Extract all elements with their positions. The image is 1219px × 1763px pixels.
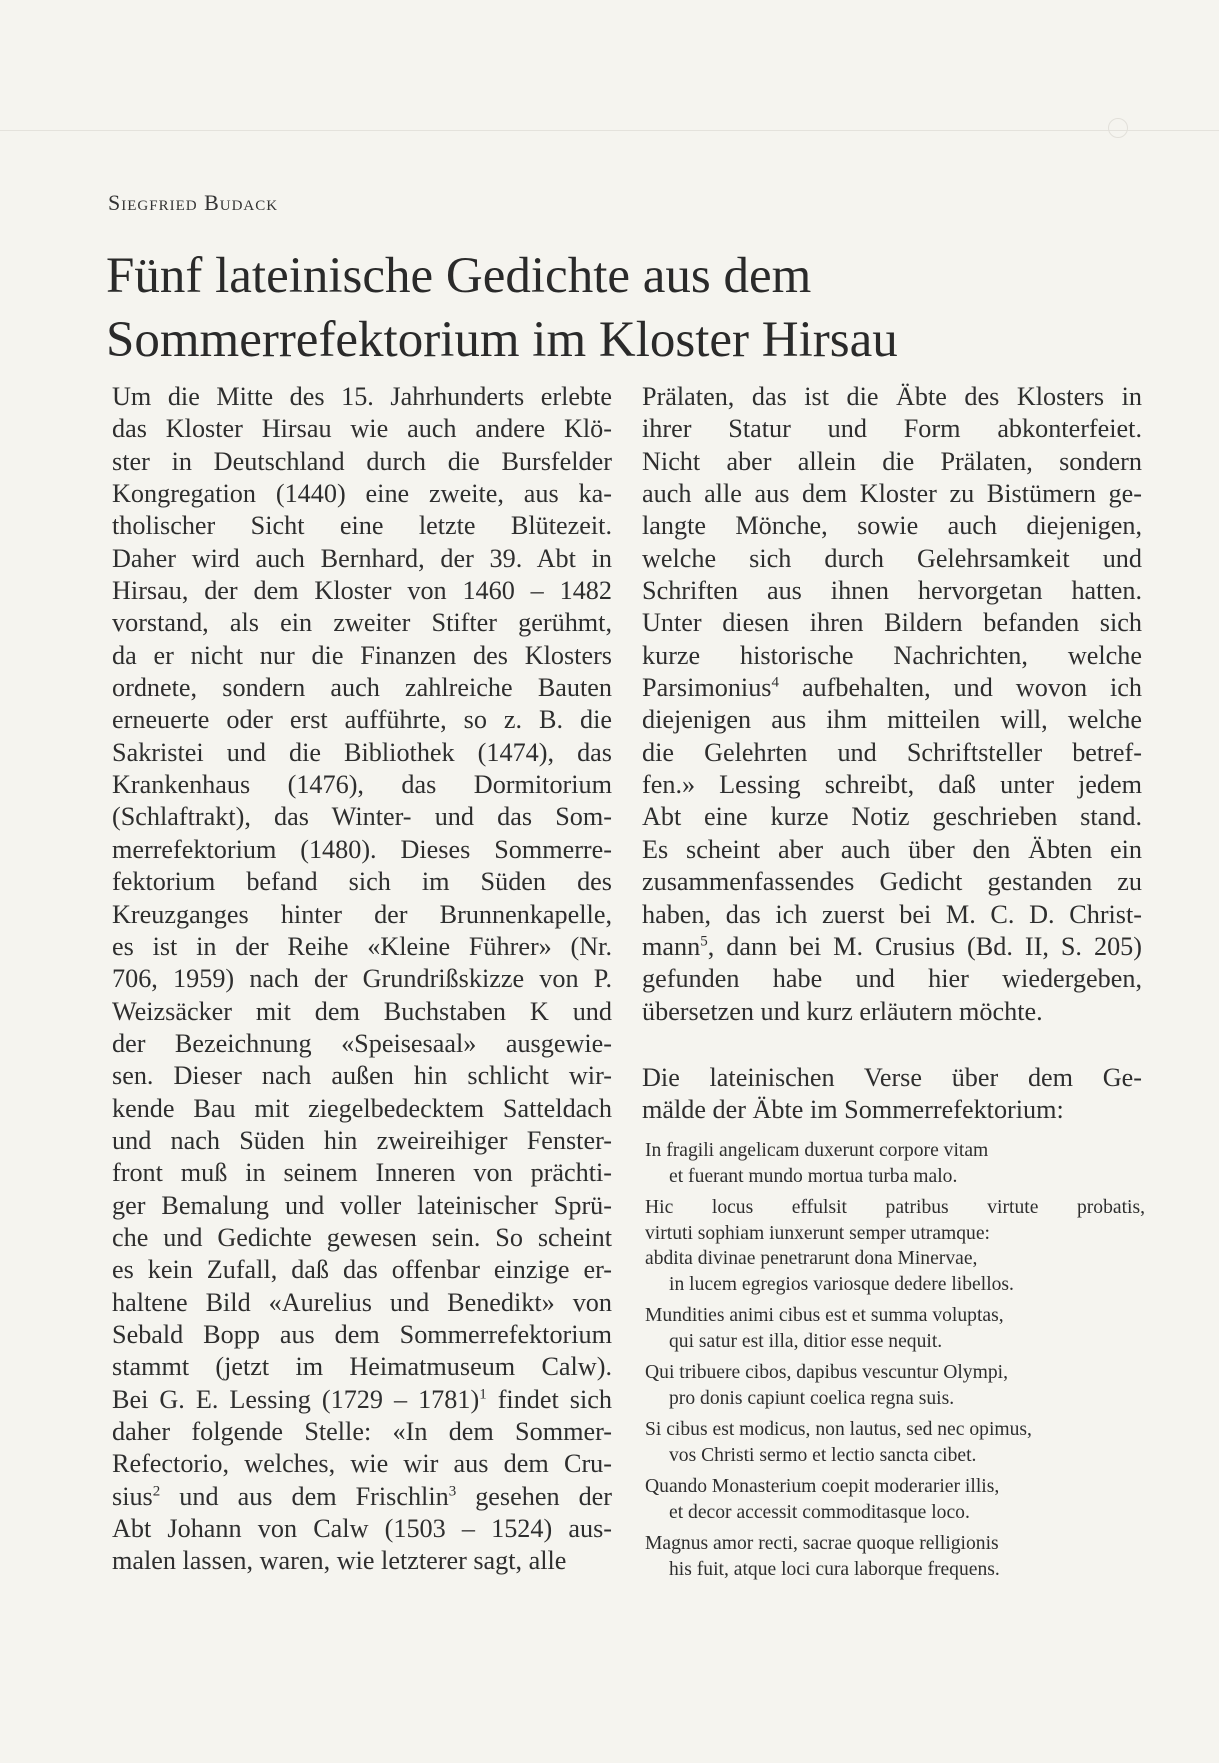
verses-heading-line: mälde der Äbte im Sommerrefektorium: <box>642 1095 1064 1125</box>
poem-line: abdita divinae penetrarunt dona Minervae, <box>645 1248 978 1269</box>
title-line-2: Sommerrefektorium im Kloster Hirsau <box>106 312 898 368</box>
text-line: vorstand, als ein zweiter Stifter gerühmt, <box>112 608 612 638</box>
right-column <box>642 381 1142 1028</box>
poem-stanza <box>645 1195 1145 1297</box>
text-line: Kongregation (1440) eine zweite, aus ka- <box>112 479 612 509</box>
text-line: tholischer Sicht eine letzte Blütezeit. <box>112 511 612 541</box>
text-line: Unter diesen ihren Bildern befanden sich <box>642 608 1142 638</box>
text-line: Um die Mitte des 15. Jahrhunderts erlebte <box>112 382 612 411</box>
text-line: daher folgende Stelle: «In dem Sommer- <box>112 1417 612 1446</box>
verses-heading <box>642 1062 1142 1127</box>
footnote-ref: 5 <box>700 933 708 950</box>
text-line: che und Gedichte gewesen sein. So scheint <box>112 1222 612 1252</box>
poem-line: Magnus amor recti, sacrae quoque relligionis <box>645 1533 999 1554</box>
text-line: diejenigen aus ihm mitteilen will, welche <box>642 705 1142 735</box>
poem-stanza <box>645 1303 1145 1354</box>
text-line: ster in Deutschland durch die Bursfelder <box>112 446 612 476</box>
text-line: Daher wird auch Bernhard, der 39. Abt in <box>112 543 612 573</box>
text-line: Schriften aus ihnen hervorgetan hatten. <box>642 576 1142 606</box>
text-line: Hirsau, der dem Kloster von 1460 – 1482 <box>112 576 612 606</box>
text-line: zusammenfassendes Gedicht gestanden zu <box>642 867 1142 897</box>
text-line: haltene Bild «Aurelius und Benedikt» von <box>112 1287 612 1317</box>
poem-line: qui satur est illa, ditior esse nequit. <box>669 1330 943 1352</box>
text-line: der Bezeichnung «Speisesaal» ausgewie- <box>112 1028 612 1058</box>
bleed-through-rule <box>0 130 1219 131</box>
text-line: Nicht aber allein die Prälaten, sondern <box>642 446 1142 476</box>
poem-line: vos Christi sermo et lectio sancta cibet. <box>669 1444 977 1466</box>
text-line: stammt (jetzt im Heimatmuseum Calw). <box>112 1352 612 1382</box>
text-line: (Schlaftrakt), das Winter- und das Som- <box>112 802 612 832</box>
text-fragment: aufbehalten, und wovon ich <box>779 673 1142 703</box>
text-line: fektorium befand sich im Süden des <box>112 867 612 897</box>
poem-line: et decor accessit commoditasque loco. <box>669 1501 970 1523</box>
verses-heading-line: Die lateinischen Verse über dem Ge- <box>642 1063 1142 1092</box>
author-name: Siegfried Budack <box>108 190 279 215</box>
footnote-ref: 2 <box>152 1482 161 1499</box>
footnote-ref: 1 <box>479 1385 487 1402</box>
text-line: fen.» Lessing schreibt, daß unter jedem <box>642 770 1142 800</box>
text-line: langte Mönche, sowie auch diejenigen, <box>642 511 1142 541</box>
text-line: Prälaten, das ist die Äbte des Klosters in <box>642 382 1142 411</box>
text-line: die Gelehrten und Schriftsteller betref- <box>642 737 1142 767</box>
poem-line: Quando Monasterium coepit moderarier illis, <box>645 1476 1000 1497</box>
text-line: Weizsäcker mit dem Buchstaben K und <box>112 996 612 1026</box>
text-line: und nach Süden hin zweireihiger Fenster- <box>112 1125 612 1155</box>
text-line: malen lassen, waren, wie letzterer sagt, alle <box>112 1546 567 1576</box>
text-line: welche sich durch Gelehrsamkeit und <box>642 543 1142 573</box>
poem-stanza <box>645 1417 1145 1468</box>
text-line: Sebald Bopp aus dem Sommerrefektorium <box>112 1319 612 1349</box>
poem-line: et fuerant mundo mortua turba malo. <box>669 1165 958 1187</box>
poem-stanza <box>645 1474 1145 1525</box>
text-fragment: , dann bei M. Crusius (Bd. II, S. 205) <box>707 931 1142 961</box>
text-line: ihrer Statur und Form abkonterfeiet. <box>642 414 1142 444</box>
text-line: ger Bemalung und voller lateinischer Sprü- <box>112 1190 612 1220</box>
title-line-1: Fünf lateinische Gedichte aus dem <box>106 248 812 304</box>
text-line: es kein Zufall, daß das offenbar einzige er- <box>112 1255 612 1285</box>
text-line <box>112 1384 612 1416</box>
poem-line: virtuti sophiam iunxerunt semper utramque: <box>645 1222 990 1244</box>
article-title <box>106 244 1166 372</box>
poem-line: his fuit, atque loci cura laborque frequens. <box>669 1558 1000 1580</box>
text-line: es ist in der Reihe «Kleine Führer» (Nr. <box>112 931 612 961</box>
poem-stanza <box>645 1531 1145 1582</box>
text-line: front muß in seinem Inneren von prächti- <box>112 1158 612 1188</box>
text-line: Krankenhaus (1476), das Dormitorium <box>112 770 612 800</box>
text-line <box>112 1481 612 1513</box>
poem-line: In fragili angelicam duxerunt corpore vitam <box>645 1140 989 1161</box>
text-line: Abt Johann von Calw (1503 – 1524) aus- <box>112 1514 612 1544</box>
text-fragment: findet sich <box>486 1384 612 1414</box>
text-line: ordnete, sondern auch zahlreiche Bauten <box>112 673 612 703</box>
page-mark <box>1108 118 1128 138</box>
left-column <box>112 381 612 1578</box>
text-line: kende Bau mit ziegelbedecktem Satteldach <box>112 1093 612 1123</box>
text-line: erneuerte oder erst aufführte, so z. B. die <box>112 705 612 735</box>
text-line: das Kloster Hirsau wie auch andere Klö- <box>112 414 612 444</box>
text-line: merrefektorium (1480). Dieses Sommerre- <box>112 834 612 864</box>
text-line <box>642 931 1142 963</box>
text-line: Es scheint aber auch über den Äbten ein <box>642 834 1142 864</box>
poem-line: Mundities animi cibus est et summa voluptas, <box>645 1305 1004 1326</box>
text-line: gefunden habe und hier wiedergeben, <box>642 964 1142 994</box>
text-line <box>642 672 1142 704</box>
text-line: kurze historische Nachrichten, welche <box>642 640 1142 670</box>
text-line: Kreuzganges hinter der Brunnenkapelle, <box>112 899 612 929</box>
poem-line: Hic locus effulsit patribus virtute probatis, <box>645 1197 1145 1218</box>
text-fragment: sius <box>112 1481 153 1511</box>
text-line: Refectorio, welches, wie wir aus dem Cru- <box>112 1449 612 1479</box>
text-fragment: gesehen der <box>456 1481 612 1511</box>
text-line: 706, 1959) nach der Grundrißskizze von P. <box>112 964 612 994</box>
text-line: Sakristei und die Bibliothek (1474), das <box>112 737 612 767</box>
text-fragment: und aus dem Frischlin <box>160 1481 449 1511</box>
latin-poem <box>645 1138 1145 1588</box>
text-fragment: Bei G. E. Lessing (1729 – 1781) <box>112 1384 480 1414</box>
text-line: übersetzen und kurz erläutern möchte. <box>642 996 1043 1026</box>
poem-line: pro donis capiunt coelica regna suis. <box>669 1387 955 1409</box>
footnote-ref: 4 <box>771 674 779 691</box>
poem-line: in lucem egregios variosque dedere libellos. <box>669 1273 1014 1295</box>
poem-stanza <box>645 1138 1145 1189</box>
text-line: Abt eine kurze Notiz geschrieben stand. <box>642 802 1142 832</box>
text-line: da er nicht nur die Finanzen des Klosters <box>112 640 612 670</box>
footnote-ref: 3 <box>448 1482 457 1499</box>
text-fragment: mann <box>642 931 701 961</box>
poem-line: Qui tribuere cibos, dapibus vescuntur Olympi, <box>645 1362 1008 1383</box>
text-line: sen. Dieser nach außen hin schlicht wir- <box>112 1061 612 1091</box>
text-fragment: Parsimonius <box>642 673 772 703</box>
text-line: haben, das ich zuerst bei M. C. D. Christ- <box>642 899 1142 929</box>
poem-stanza <box>645 1360 1145 1411</box>
text-line: auch alle aus dem Kloster zu Bistümern ge- <box>642 479 1142 509</box>
poem-line: Si cibus est modicus, non lautus, sed nec opimus, <box>645 1419 1032 1440</box>
